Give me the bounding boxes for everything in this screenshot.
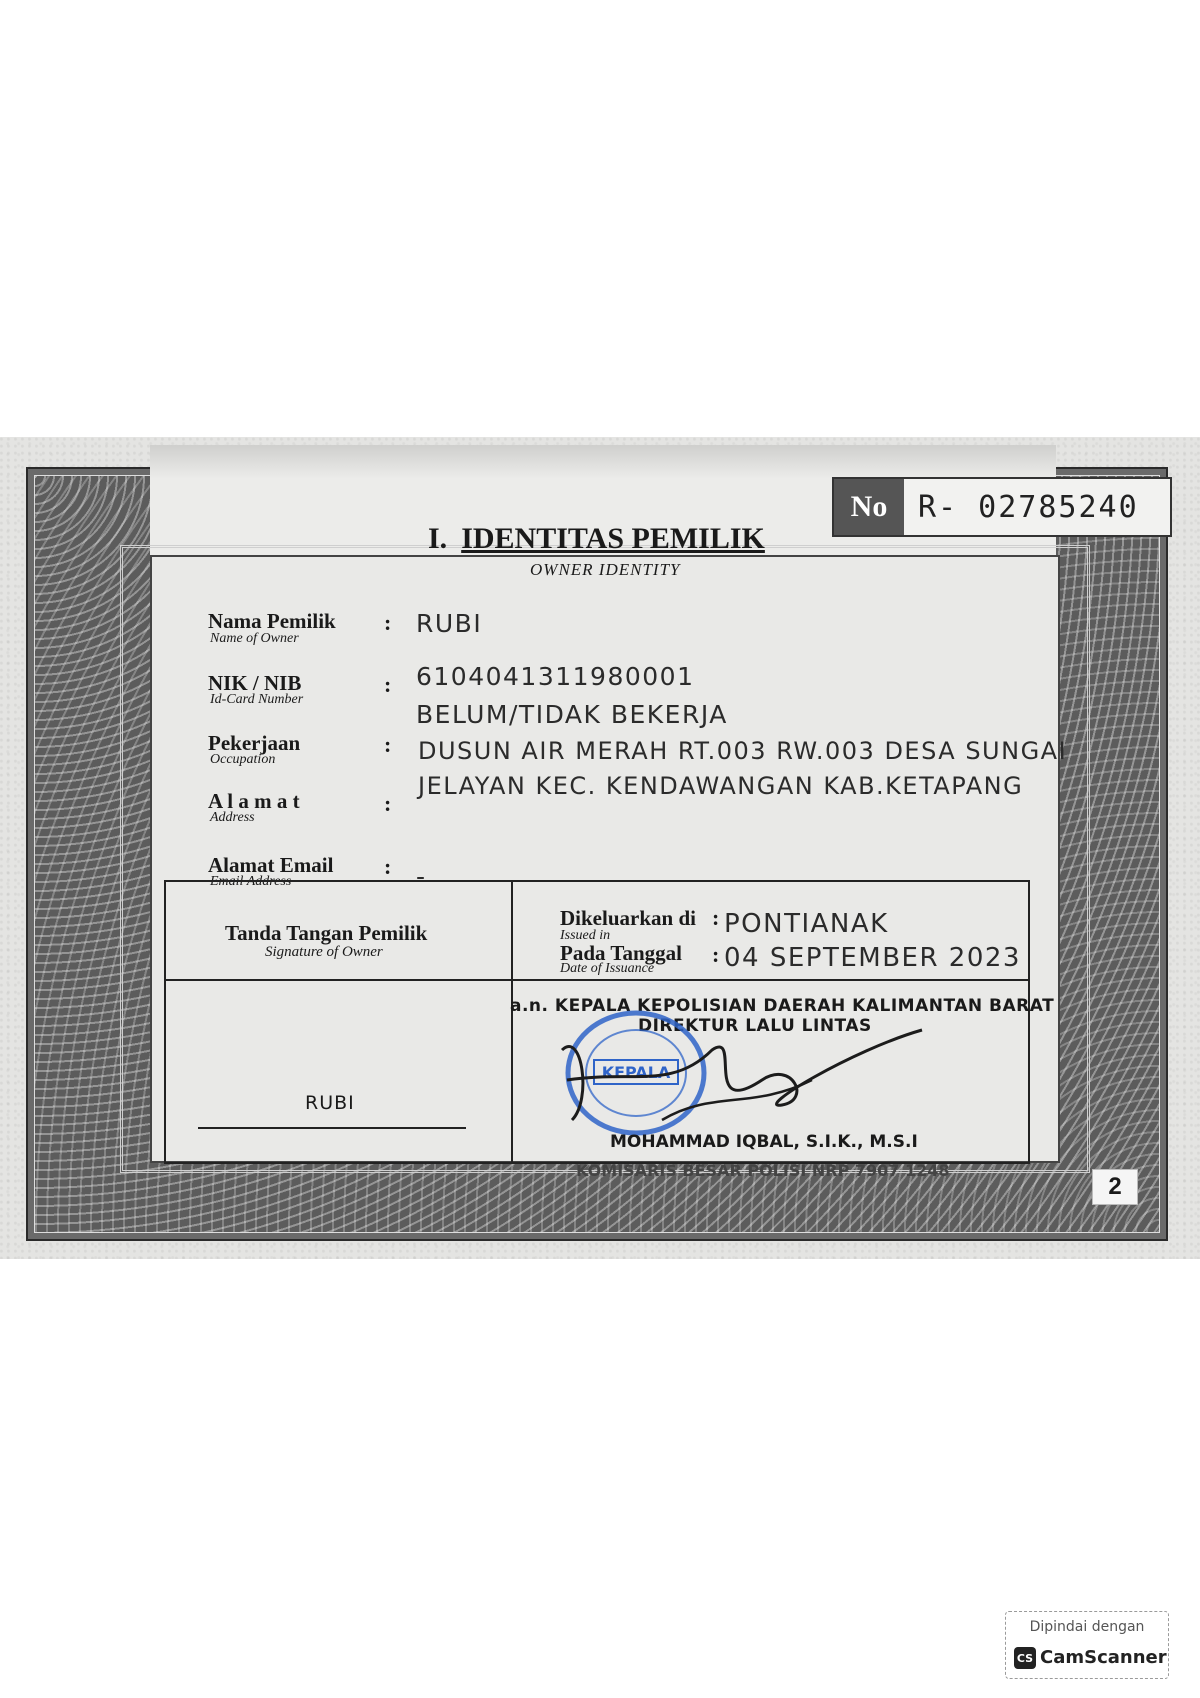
nik-value: 6104041311980001 [416, 662, 695, 691]
section-number: I. [428, 522, 448, 555]
stamp-text: KEPALA [601, 1063, 671, 1082]
address-colon: : [384, 791, 392, 816]
section-subtitle: OWNER IDENTITY [530, 560, 681, 579]
occupation-label-en: Occupation [210, 752, 276, 767]
owner-signature-title-en: Signature of Owner [265, 944, 383, 960]
number-value: R- 02785240 [918, 489, 1139, 525]
email-label: Alamat Email [208, 853, 334, 877]
scanner-name: CamScanner [1040, 1647, 1167, 1668]
section-title-text: IDENTITAS PEMILIK [461, 522, 765, 555]
issued-in-label: Dikeluarkan di [560, 906, 696, 930]
owner-signature-title: Tanda Tangan Pemilik [225, 921, 428, 945]
nik-label: NIK / NIB [208, 671, 302, 695]
camscanner-watermark [1005, 1611, 1169, 1679]
name-colon: : [384, 610, 392, 635]
page-number: 2 [1092, 1169, 1138, 1205]
scanner-caption: Dipindai dengan [1029, 1619, 1145, 1635]
address-label-en: Address [210, 810, 255, 825]
nik-colon: : [384, 672, 392, 697]
officer-rank: KOMISARIS BESAR POLISI NRP 7907 1248 [576, 1161, 950, 1180]
occupation-colon: : [384, 732, 392, 757]
address-line-2: JELAYAN KEC. KENDAWANGAN KAB.KETAPANG [418, 772, 1024, 800]
certificate-number-box [832, 477, 1172, 537]
address-label: A l a m a t [208, 789, 300, 813]
email-colon: : [384, 854, 392, 879]
owner-signature: RUBI [305, 1092, 355, 1114]
authority-line-1: a.n. KEPALA KEPOLISIAN DAERAH KALIMANTAN BARAT [510, 996, 1055, 1016]
occupation-label: Pekerjaan [208, 731, 301, 755]
issue-date-label-en: Date of Issuance [560, 961, 655, 976]
issued-in-value: PONTIANAK [724, 909, 889, 939]
email-label-en: Email Address [210, 874, 292, 889]
email-value: - [416, 862, 427, 891]
issued-in-label-en: Issued in [560, 928, 611, 943]
section-title [428, 522, 765, 556]
number-label: No [834, 479, 904, 535]
authority-line-2: DIREKTUR LALU LINTAS [638, 1016, 872, 1036]
name-label: Nama Pemilik [208, 609, 336, 633]
officer-name: MOHAMMAD IQBAL, S.I.K., M.S.I [610, 1132, 918, 1152]
issue-date-label: Pada Tanggal [560, 941, 682, 965]
table-divider-horizontal [166, 979, 1028, 981]
officer-signature [552, 1010, 932, 1140]
name-label-en: Name of Owner [210, 631, 299, 646]
name-value: RUBI [416, 609, 483, 638]
camscanner-logo-icon: CS [1014, 1647, 1036, 1669]
issue-date-value: 04 SEPTEMBER 2023 [724, 943, 1021, 973]
issue-date-colon: : [712, 942, 720, 967]
owner-signature-line [198, 1127, 466, 1129]
issued-in-colon: : [712, 905, 720, 930]
occupation-value: BELUM/TIDAK BEKERJA [416, 700, 728, 729]
address-line-1: DUSUN AIR MERAH RT.003 RW.003 DESA SUNGAI [418, 737, 1068, 765]
nik-label-en: Id-Card Number [210, 692, 304, 707]
table-divider-vertical [511, 882, 513, 1162]
